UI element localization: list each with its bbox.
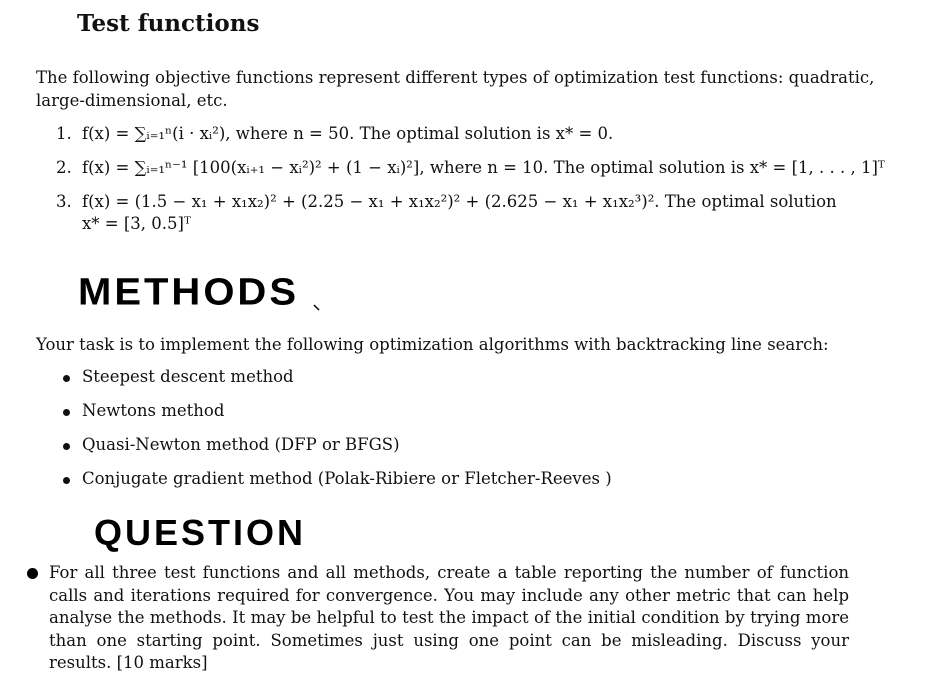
question-heading: QUESTION bbox=[94, 512, 307, 553]
task-text: Your task is to implement the following optimization algorithms with backtracking line search: bbox=[36, 335, 829, 354]
method-label: Quasi-Newton method (DFP or BFGS) bbox=[82, 435, 400, 454]
intro-line-1: The following objective functions represent different types of optimization test functions: quadratic, bbox=[36, 68, 875, 87]
bullet-icon bbox=[63, 375, 70, 382]
function-number: 3. bbox=[56, 192, 72, 211]
bullet-icon bbox=[63, 477, 70, 484]
function-number: 1. bbox=[56, 124, 72, 143]
function-formula: f(x) = (1.5 − x₁ + x₁x₂)² + (2.25 − x₁ + x₁x₂²)² + (2.625 − x₁ + x₁x₂³)². The optimal solution bbox=[82, 192, 837, 211]
method-label: Newtons method bbox=[82, 401, 225, 420]
bullet-icon bbox=[27, 568, 38, 579]
bullet-icon bbox=[63, 443, 70, 450]
methods-heading: METHODS bbox=[78, 271, 299, 313]
bullet-icon bbox=[63, 409, 70, 416]
function-number: 2. bbox=[56, 158, 72, 177]
intro-line-2: large-dimensional, etc. bbox=[36, 91, 228, 110]
function-formula-cont: x* = [3, 0.5]ᵀ bbox=[82, 214, 191, 233]
function-formula: f(x) = ∑ᵢ₌₁ⁿ(i · xᵢ²), where n = 50. The optimal solution is x* = 0. bbox=[82, 124, 614, 143]
stray-mark-icon bbox=[313, 304, 321, 312]
page-title: Test functions bbox=[77, 10, 260, 37]
function-formula: f(x) = ∑ᵢ₌₁ⁿ⁻¹ [100(xᵢ₊₁ − xᵢ²)² + (1 − xᵢ)²], where n = 10. The optimal solution is x* = [1, . . . , 1]ᵀ bbox=[82, 158, 885, 177]
method-label: Steepest descent method bbox=[82, 367, 294, 386]
question-text: For all three test functions and all methods, create a table reporting the number of function calls and iterations required for convergence. You may include any other metric that can help analyse the methods. It may be helpful to test the impact of the initial condition by trying more than one starting point. Sometimes just using one point can be misleading. Discuss your results. [10 marks] bbox=[49, 563, 849, 672]
method-label: Conjugate gradient method (Polak-Ribiere or Fletcher-Reeves ) bbox=[82, 469, 612, 488]
